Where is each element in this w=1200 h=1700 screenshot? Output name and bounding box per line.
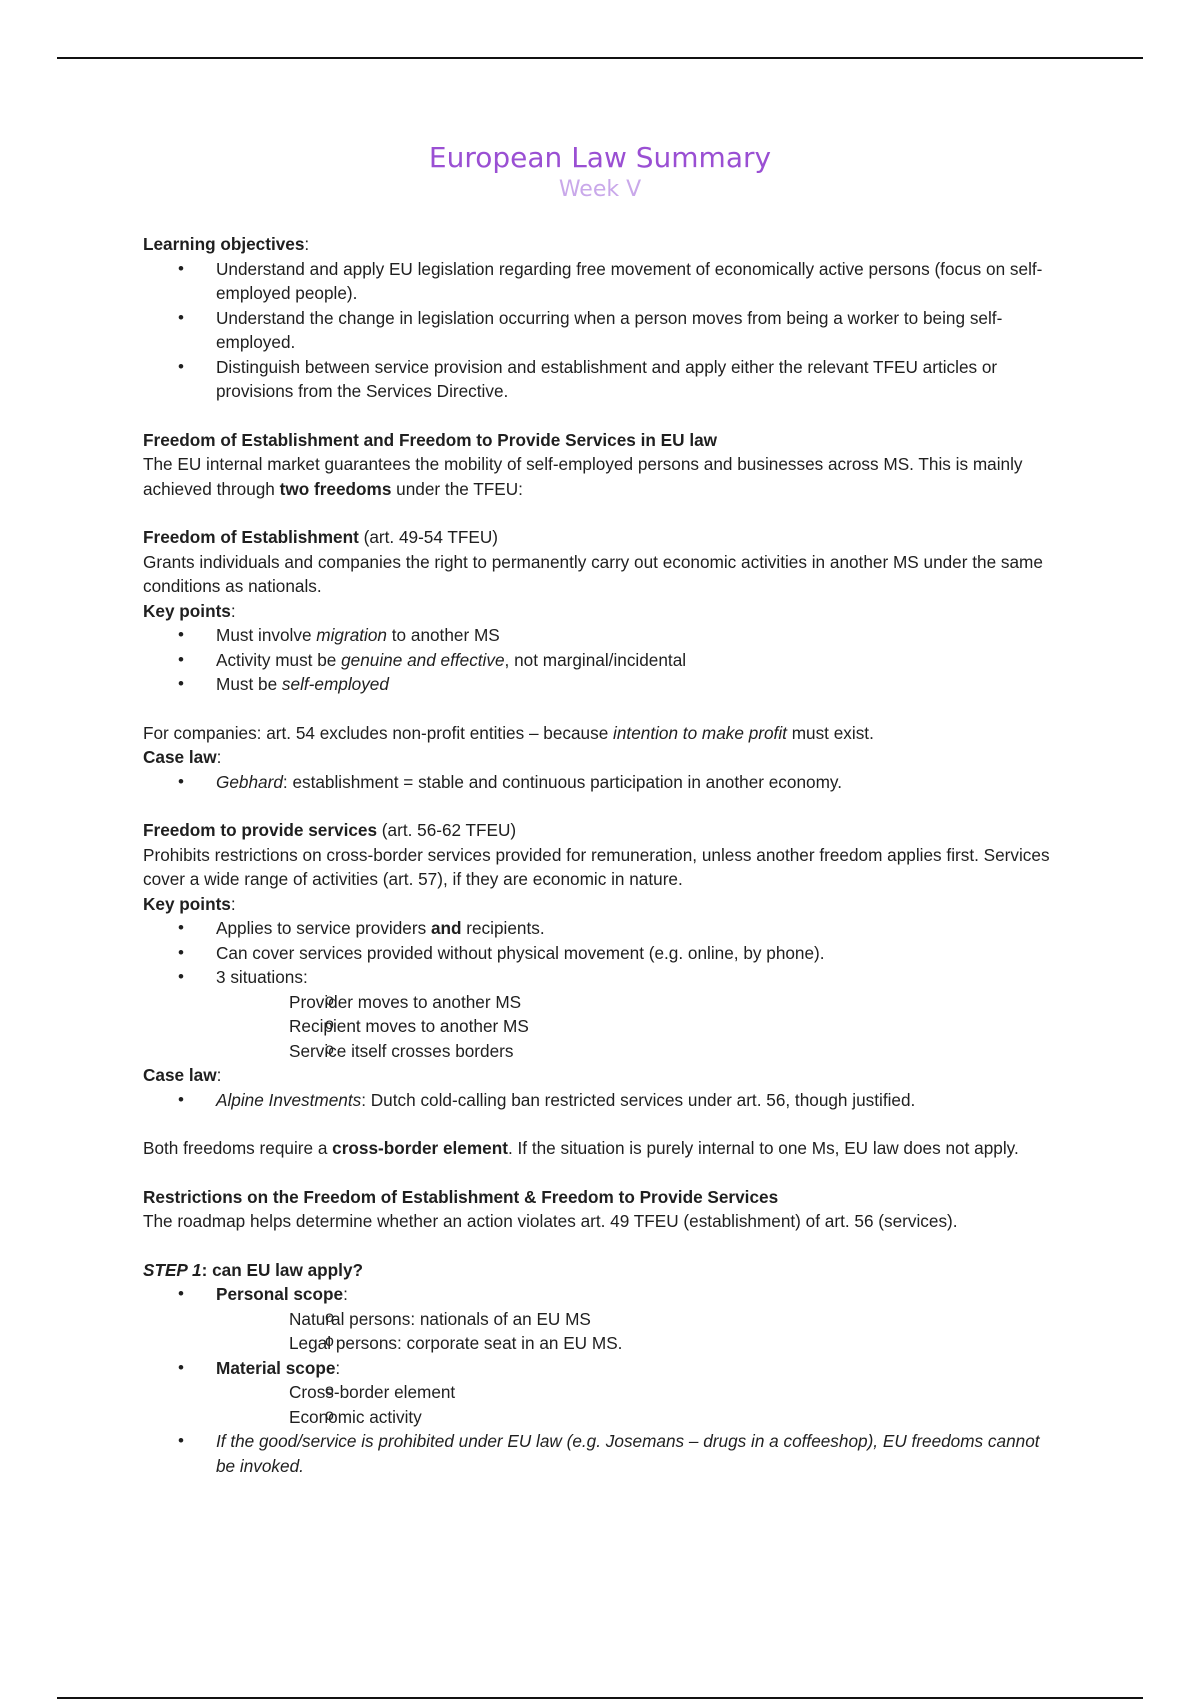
learning-objectives-list bbox=[143, 257, 1063, 404]
list-item: • Distinguish between service provision and establishment and apply either the relevant TFEU articles or provisions from the Services Directive. bbox=[143, 355, 1063, 404]
bottom-border-line bbox=[57, 1697, 1143, 1699]
services-case-law bbox=[143, 1088, 1063, 1113]
cross-border-note: Both freedoms require a cross-border element. If the situation is purely internal to one Ms, EU law does not apply. bbox=[143, 1138, 1019, 1158]
list-item: • Gebhard: establishment = stable and continuous participation in another economy. bbox=[143, 770, 1063, 795]
list-item: • Alpine Investments: Dutch cold-calling ban restricted services under art. 56, though justified. bbox=[143, 1088, 1063, 1113]
material-scope-list bbox=[216, 1380, 1063, 1429]
sub-list-item: o Provider moves to another MS bbox=[216, 990, 1063, 1015]
list-item: • Understand the change in legislation occurring when a person moves from being a worker to being self-employed. bbox=[143, 306, 1063, 355]
sub-list-item: o Cross-border element bbox=[216, 1380, 1063, 1405]
step-1-list bbox=[143, 1282, 1063, 1307]
top-border-line bbox=[57, 57, 1143, 59]
list-item: • Understand and apply EU legislation regarding free movement of economically active persons (focus on self-employed people). bbox=[143, 257, 1063, 306]
sub-list-item: o Legal persons: corporate seat in an EU MS. bbox=[216, 1331, 1063, 1356]
list-item: • Must involve migration to another MS bbox=[143, 623, 1063, 648]
list-item: • 3 situations: bbox=[143, 965, 1063, 990]
key-points-label: Key points: bbox=[143, 600, 236, 621]
services-key-points bbox=[143, 916, 1063, 990]
establishment-case-law bbox=[143, 770, 1063, 795]
case-law-label: Case law: bbox=[143, 747, 222, 767]
sub-list-item: o Recipient moves to another MS bbox=[216, 1014, 1063, 1039]
key-points-label: Key points: bbox=[143, 893, 236, 914]
sub-list-item: o Economic activity bbox=[216, 1405, 1063, 1430]
freedoms-intro: The EU internal market guarantees the mobility of self-employed persons and businesses across MS. This is mainly achieved through two freedoms under the TFEU: bbox=[143, 454, 1023, 499]
step-1-list bbox=[143, 1429, 1063, 1478]
establishment-key-points bbox=[143, 623, 1063, 697]
personal-scope-list bbox=[216, 1307, 1063, 1356]
title-block bbox=[0, 140, 1200, 204]
list-item: • Applies to service providers and recipients. bbox=[143, 916, 1063, 941]
step-1-heading: STEP 1: can EU law apply? bbox=[143, 1259, 364, 1280]
document-title: European Law Summary bbox=[428, 141, 772, 174]
sub-list-item: o Service itself crosses borders bbox=[216, 1039, 1063, 1064]
list-item: • If the good/service is prohibited under EU law (e.g. Josemans – drugs in a coffeeshop), EU freedoms cannot be invoked. bbox=[143, 1429, 1063, 1478]
list-item: • Personal scope: bbox=[143, 1282, 1063, 1307]
list-item: • Activity must be genuine and effective, not marginal/incidental bbox=[143, 648, 1063, 673]
case-law-label: Case law: bbox=[143, 1065, 222, 1085]
document-body bbox=[143, 232, 1063, 1478]
companies-note: For companies: art. 54 excludes non-profit entities – because intention to make profit must exist. bbox=[143, 722, 874, 743]
step-1-list bbox=[143, 1356, 1063, 1381]
situations-list bbox=[216, 990, 1063, 1064]
learning-objectives-heading: Learning objectives: bbox=[143, 234, 310, 254]
section-heading-freedoms: Freedom of Establishment and Freedom to Provide Services in EU law bbox=[143, 429, 718, 450]
establishment-description: Grants individuals and companies the right to permanently carry out economic activities in another MS under the same conditions as nationals. bbox=[143, 551, 1043, 596]
sub-list-item: o Natural persons: nationals of an EU MS bbox=[216, 1307, 1063, 1332]
list-item: • Must be self-employed bbox=[143, 672, 1063, 697]
section-heading-establishment: Freedom of Establishment (art. 49-54 TFEU) bbox=[143, 527, 498, 547]
services-description: Prohibits restrictions on cross-border services provided for remuneration, unless another freedom applies first. Services cover a wide range of activities (art. 57), if they are economic in nature. bbox=[143, 844, 1050, 889]
section-heading-restrictions: Restrictions on the Freedom of Establishment & Freedom to Provide Services bbox=[143, 1186, 779, 1207]
restrictions-description: The roadmap helps determine whether an action violates art. 49 TFEU (establishment) of art. 56 (services). bbox=[143, 1211, 958, 1231]
section-heading-services: Freedom to provide services (art. 56-62 TFEU) bbox=[143, 820, 517, 840]
list-item: • Material scope: bbox=[143, 1356, 1063, 1381]
list-item: • Can cover services provided without physical movement (e.g. online, by phone). bbox=[143, 941, 1063, 966]
document-subtitle: Week V bbox=[558, 177, 642, 202]
